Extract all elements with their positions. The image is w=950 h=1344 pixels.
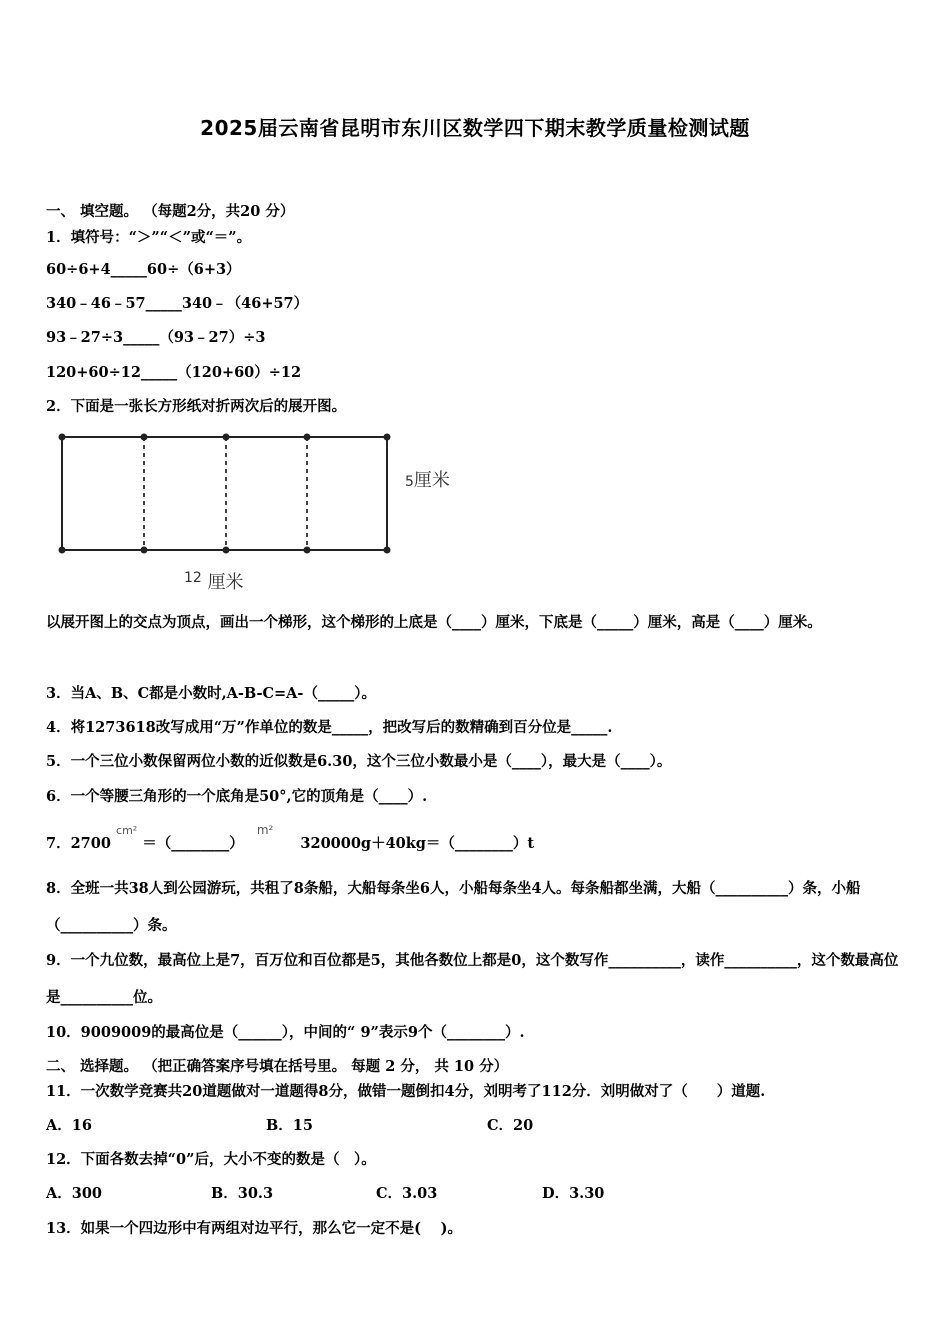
section-1-heading: 一、 填空题。 （每题2分，共20 分） <box>46 203 295 220</box>
option-d[interactable]: D．3.30 <box>542 1185 605 1202</box>
width-label <box>184 568 244 594</box>
question-7 <box>46 823 535 855</box>
question-10: 10．9009009的最高位是（______），中间的“ 9”表示9个（________）. <box>46 1024 525 1041</box>
question-1-item-b: 340﹣46﹣57_____340﹣（46+57） <box>46 295 309 312</box>
question-11-options <box>46 1116 533 1136</box>
question-11-stem: 11．一次数学竞赛共20道题做对一道题得8分，做错一题倒扣4分，刘明考了112分．刘明做对了（ ）道题. <box>46 1083 766 1100</box>
question-1-item-d: 120+60÷12_____（120+60）÷12 <box>46 364 302 381</box>
height-value: 5 <box>405 474 414 490</box>
question-7-part2: ＝（________） <box>142 835 244 852</box>
width-value: 12 <box>184 570 202 586</box>
question-5: 5．一个三位小数保留两位小数的近似数是6.30，这个三位小数最小是（____），最大是（____）。 <box>46 753 672 770</box>
question-2-stem: 2．下面是一张长方形纸对折两次后的展开图。 <box>46 398 347 415</box>
section-2-heading: 二、 选择题。 （把正确答案序号填在括号里。 每题 2 分， 共 10 分） <box>46 1058 509 1075</box>
unit-square-centimeter: cm² <box>116 824 138 837</box>
question-13: 13．如果一个四边形中有两组对边平行，那么它一定不是( )。 <box>46 1220 462 1237</box>
paper-rectangle <box>62 437 387 550</box>
question-3: 3．当A、B、C都是小数时,A-B-C=A-（_____）。 <box>46 685 376 702</box>
unfolded-paper-figure <box>50 428 410 563</box>
question-12-options <box>46 1184 604 1204</box>
unit-square-meter: m² <box>256 823 274 837</box>
question-1-item-c: 93﹣27÷3_____（93﹣27）÷3 <box>46 329 266 346</box>
option-c[interactable]: C．3.03 <box>376 1185 438 1202</box>
question-4: 4．将1273618改写成用“万”作单位的数是_____，把改写后的数精确到百分位是_____. <box>46 719 613 736</box>
option-a[interactable]: A．16 <box>46 1117 92 1134</box>
width-unit: 厘米 <box>207 572 244 593</box>
question-8: 8．全班一共38人到公园游玩，共租了8条船，大船每条坐6人，小船每条坐4人。每条船都坐满，大船（__________）条，小船（__________）条。 <box>46 880 861 934</box>
question-7-part1: 7．2700 <box>46 835 111 852</box>
question-2-text: 以展开图上的交点为顶点，画出一个梯形，这个梯形的上底是（____）厘米，下底是（_____）厘米，高是（____）厘米。 <box>46 614 822 631</box>
height-label <box>405 466 450 492</box>
question-7-part3: 320000g＋40kg＝（________）t <box>300 835 535 852</box>
option-c[interactable]: C．20 <box>487 1117 534 1134</box>
option-b[interactable]: B．30.3 <box>211 1185 274 1202</box>
page-title: 2025届云南省昆明市东川区数学四下期末教学质量检测试题 <box>200 116 750 140</box>
question-1-item-a: 60÷6+4_____60÷（6+3） <box>46 261 241 278</box>
option-a[interactable]: A．300 <box>46 1185 103 1202</box>
question-1-stem: 1．填符号：“＞”“＜”或“＝”。 <box>46 229 252 246</box>
height-unit: 厘米 <box>413 470 450 491</box>
question-9: 9．一个九位数，最高位上是7，百万位和百位都是5，其他各数位上都是0，这个数写作__________，读作__________，这个数最高位是__________位。 <box>46 952 899 1006</box>
question-6: 6．一个等腰三角形的一个底角是50°,它的顶角是（____）. <box>46 788 428 805</box>
option-b[interactable]: B．15 <box>266 1117 313 1134</box>
question-12-stem: 12．下面各数去掉“0”后，大小不变的数是（ ）。 <box>46 1151 376 1168</box>
intersection-points <box>59 434 391 554</box>
